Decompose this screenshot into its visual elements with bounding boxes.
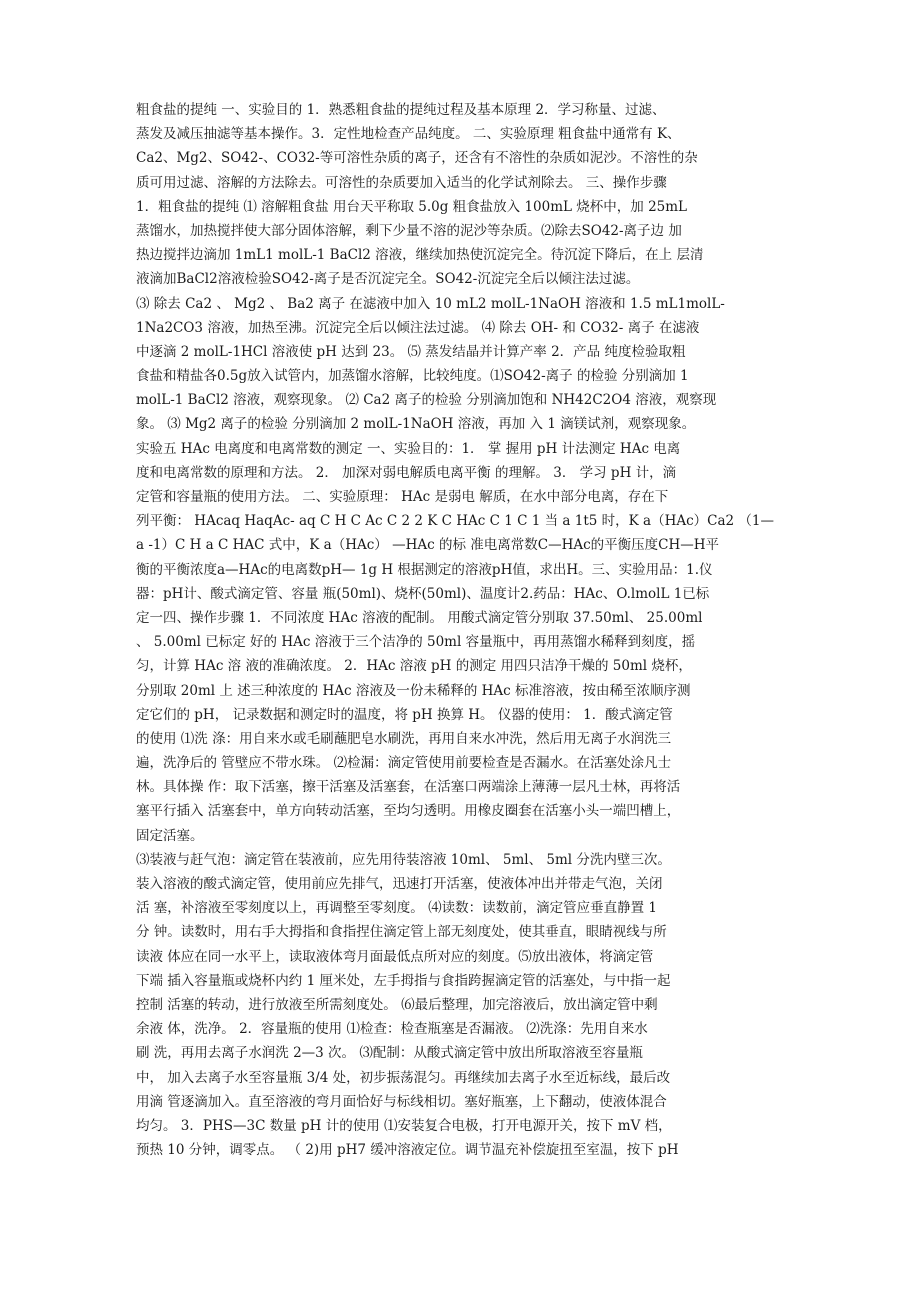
text-line: 1Na2CO3 溶液，加热至沸。沉淀完全后以倾注法过滤。 ⑷ 除去 OH- 和 CO32- 离子 在滤液 (136, 319, 700, 336)
text-line: ⑶ 除去 Ca2 、 Mg2 、 Ba2 离子 在滤液中加入 10 mL2 molL-1NaOH 溶液和 1.5 mL1molL- (136, 295, 725, 312)
text-line: 粗食盐的提纯 一、实验目的 1．熟悉粗食盐的提纯过程及基本原理 2．学习称量、过滤、 (136, 102, 666, 118)
text-line: molL-1 BaCl2 溶液，观察现象。 ⑵ Ca2 离子的检验 分别滴加饱和 NH42C2O4 溶液，观察现 (136, 392, 717, 409)
text-line: 实验五 HAc 电离度和电离常数的测定 一、实验目的：1． 掌 握用 pH 计法测定 HAc 电离 (136, 440, 681, 457)
text-line: 活 塞，补溶液至零刻度以上，再调整至零刻度。 ⑷读数：读数前，滴定管应垂直静置 1 (136, 900, 657, 917)
text-line: 装入溶液的酸式滴定管，使用前应先排气，迅速打开活塞，使液体冲出并带走气泡，关闭 (136, 876, 663, 892)
text-line: 度和电离常数的原理和方法。 2． 加深对弱电解质电离平衡 的理解。 3． 学习 pH 计，滴 (136, 464, 677, 481)
text-line: 1．粗食盐的提纯 ⑴ 溶解粗食盐 用台天平称取 5.0g 粗食盐放入 100mL 烧杯中，加 25mL (136, 198, 688, 215)
text-line: 分 钟。读数时，用右手大拇指和食指捏住滴定管上部无刻度处，使其垂直，眼睛视线与所 (136, 924, 667, 941)
text-line: 器：pH计、酸式滴定管、容量 瓶(50ml)、烧杯(50ml)、温度计2.药品：HAc、O.lmolL 1已标 (136, 585, 710, 602)
text-line: 蒸馏水，加热搅拌使大部分固体溶解，剩下少量不溶的泥沙等杂质。⑵除去SO42-离子边 加 (136, 222, 682, 239)
text-line: ⑶装液与赶气泡：滴定管在装液前，应先用待装溶液 10ml、 5ml、 5ml 分洗内壁三次。 (136, 851, 671, 868)
text-line: 遍，洗净后的 管壁应不带水珠。 ⑵检漏：滴定管使用前要检查是否漏水。在活塞处涂凡士 (136, 755, 672, 772)
text-line: 食盐和精盐各0.5g放入试管内，加蒸馏水溶解，比较纯度。⑴SO42-离子 的检验 分别滴加 1 (136, 368, 689, 385)
text-line: 衡的平衡浓度a—HAc的电离数pH— 1g H 根据测定的溶液pH值，求出H。三、实验用品：1.仪 (136, 561, 713, 578)
text-line: 中， 加入去离子水至容量瓶 3/4 处，初步振荡混匀。再继续加去离子水至近标线，最后改 (136, 1069, 671, 1086)
text-line: 林。具体操 作：取下活塞，擦干活塞及活塞套，在活塞口两端涂上薄薄一层凡士林，再将活 (136, 779, 681, 796)
text-line: 余液 体，洗净。 2．容量瓶的使用 ⑴检查：检查瓶塞是否漏液。 ⑵洗涤：先用自来水 (136, 1021, 648, 1038)
text-line: 定一四、操作步骤 1．不同浓度 HAc 溶液的配制。 用酸式滴定管分别取 37.50ml、 25.00ml (136, 609, 703, 626)
text-line: 列平衡： HAcaq HaqAc- aq C H C Ac C 2 2 K C HAc C 1 C 1 当 a 1t5 时，K a（HAc）Ca2 （1— (136, 513, 775, 530)
text-line: 蒸发及减压抽滤等基本操作。3．定性地检查产品纯度。 二、实验原理 粗食盐中通常有 K、 (136, 126, 681, 143)
text-line: 预热 10 分钟，调零点。 （ 2)用 pH7 缓冲溶液定位。调节温充补偿旋扭至室温，按下 pH (136, 1142, 679, 1159)
text-line: 、 5.00ml 已标定 好的 HAc 溶液于三个洁净的 50ml 容量瓶中，再用蒸馏水稀释到刻度，摇 (136, 634, 696, 651)
text-line: 象。 ⑶ Mg2 离子的检验 分别滴加 2 molL-1NaOH 溶液，再加 入 1 滴镁试剂，观察现象。 (136, 416, 696, 433)
text-line: Ca2、Mg2、SO42-、CO32-等可溶性杂质的离子，还含有不溶性的杂质如泥沙。不溶性的杂 (136, 150, 698, 167)
text-line: 控制 活塞的转动，进行放液至所需刻度处。 ⑹最后整理，加完溶液后，放出滴定管中剩 (136, 996, 658, 1013)
text-line: 塞平行插入 活塞套中，单方向转动活塞，至均匀透明。用橡皮圈套在活塞小头一端凹槽上， (136, 803, 681, 820)
text-line: 分别取 20ml 上 述三种浓度的 HAc 溶液及一份未稀释的 HAc 标准溶液，按由稀至浓顺序测 (136, 682, 691, 699)
text-line: 的使用 ⑴洗 涤：用自来水或毛刷蘸肥皂水刷洗，再用自来水冲洗，然后用无离子水润洗三 (136, 730, 672, 747)
text-line: 固定活塞。 (136, 827, 204, 844)
text-line: 均匀。 3．PHS—3C 数量 pH 计的使用 ⑴安装复合电极，打开电源开关，按下 mV 档， (136, 1117, 672, 1134)
text-line: 中逐滴 2 molL-1HCl 溶液使 pH 达到 23。 ⑸ 蒸发结晶并计算产率 2．产品 纯度检验取粗 (136, 343, 686, 360)
text-line: a -1）C H a C HAC 式中，K a（HAc） —HAc 的标 准电离常数C—HAc的平衡压度CH—H平 (136, 537, 720, 554)
document-body (136, 98, 804, 1162)
text-line: 定它们的 pH， 记录数据和测定时的温度，将 pH 换算 H。 仪器的使用： 1．酸式滴定管 (136, 706, 673, 723)
text-line: 匀，计算 HAc 溶 液的准确浓度。 2．HAc 溶液 pH 的测定 用四只洁净干燥的 50ml 烧杯， (136, 658, 692, 675)
text-line: 定管和容量瓶的使用方法。 二、实验原理： HAc 是弱电 解质，在水中部分电离，存在下 (136, 489, 669, 505)
text-line: 液滴加BaCl2溶液检验SO42-离子是否沉淀完全。SO42-沉淀完全后以倾注法过滤。 (136, 271, 640, 288)
text-line: 用滴 管逐滴加入。直至溶液的弯月面恰好与标线相切。塞好瓶塞，上下翻动，使液体混合 (136, 1093, 667, 1110)
text-line: 热边搅拌边滴加 1mL1 molL-1 BaCl2 溶液，继续加热使沉淀完全。待沉淀下降后，在上 层清 (136, 247, 704, 264)
text-line: 刷 洗，再用去离子水润洗 2—3 次。 ⑶配制：从酸式滴定管中放出所取溶液至容量瓶 (136, 1045, 643, 1062)
text-line: 质可用过滤、溶解的方法除去。可溶性的杂质要加入适当的化学试剂除去。 三、操作步骤 (136, 174, 667, 191)
text-line: 下端 插入容量瓶或烧杯内约 1 厘米处，左手拇指与食指跨握滴定管的活塞处，与中指一起 (136, 972, 671, 989)
text-line: 读液 体应在同一水平上，读取液体弯月面最低点所对应的刻度。⑸放出液体，将滴定管 (136, 948, 654, 965)
